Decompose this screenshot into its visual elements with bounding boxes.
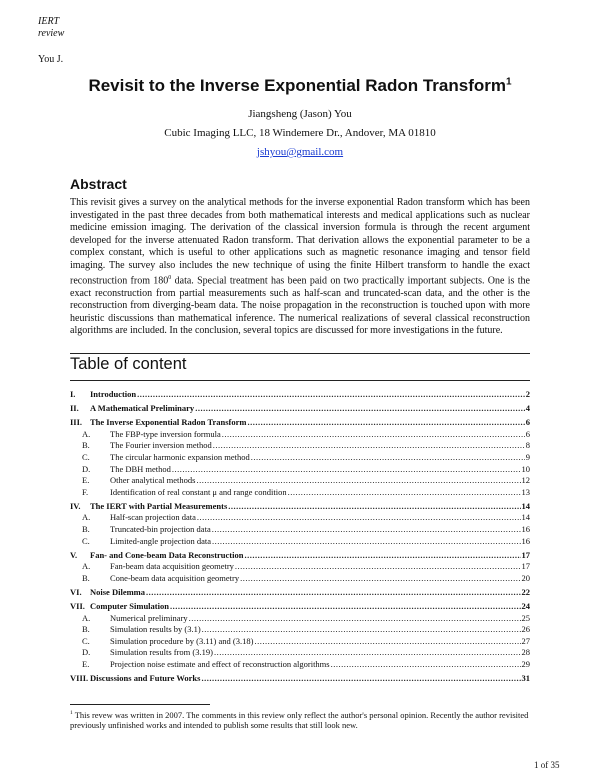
toc-entry-label: Identification of real constant μ and range condition (110, 486, 287, 497)
toc-leader-dots (247, 417, 524, 429)
toc-leader-dots (254, 636, 520, 648)
author-name: Jiangsheng (Jason) You (248, 108, 352, 120)
toc-entry-label: Computer Simulation (90, 601, 169, 612)
toc-entry-page: 17 (521, 561, 530, 572)
toc-entry-label: Truncated-bin projection data (110, 524, 211, 535)
toc-entry[interactable] (70, 440, 530, 452)
title-text: Revisit to the Inverse Exponential Radon Transform (88, 76, 506, 95)
toc-leader-dots (170, 601, 521, 613)
toc-entry-page: 9 (525, 451, 530, 462)
toc-leader-dots (212, 524, 521, 536)
toc-entry[interactable] (70, 417, 530, 429)
toc-leader-dots (251, 452, 525, 464)
toc-entry-number: VII. (70, 601, 85, 612)
toc-entry[interactable] (70, 673, 530, 685)
toc-heading: Table of content (70, 355, 187, 373)
toc-entry[interactable] (70, 659, 530, 671)
toc-entry-page: 14 (521, 512, 530, 523)
toc-entry-label: Noise Dilemma (90, 587, 146, 597)
toc-entry-label: Fan- and Cone-beam Data Reconstruction (90, 549, 244, 560)
toc-entry-number: A. (82, 512, 91, 523)
toc-entry-number: C. (82, 635, 90, 646)
toc-entry-number: II. (70, 403, 79, 414)
toc-entry[interactable] (70, 487, 530, 499)
toc-entry-number: VI. (70, 587, 82, 597)
toc-entry[interactable] (70, 647, 530, 659)
toc-entry-label: Half-scan projection data (110, 512, 196, 523)
toc-leader-dots (244, 550, 520, 562)
toc-bottom-rule (70, 380, 530, 381)
toc-entry-page: 16 (521, 524, 530, 535)
toc-entry[interactable] (70, 561, 530, 573)
journal-subtitle: review (38, 28, 65, 39)
toc-entry-label: Introduction (90, 389, 137, 399)
toc-entry-label: The Fourier inversion method (110, 440, 212, 451)
toc-leader-dots (196, 475, 520, 487)
toc-entry-page: 2 (525, 389, 530, 399)
toc-entry[interactable] (70, 403, 530, 415)
degree-superscript: 0 (168, 275, 172, 281)
toc-entry-number: B. (82, 440, 90, 451)
toc-entry-label: Other analytical methods (110, 475, 196, 486)
toc-entry-label: The IERT with Partial Measurements (90, 500, 228, 511)
toc-entry-label: Simulation procedure by (3.11) and (3.18) (110, 635, 254, 646)
journal-name: IERT (38, 16, 60, 27)
toc-entry-number: A. (82, 612, 91, 623)
paper-title (0, 76, 600, 96)
toc-entry[interactable] (70, 624, 530, 636)
toc-entry-page: 28 (521, 647, 530, 658)
toc-entry[interactable] (70, 429, 530, 441)
journal-header (38, 16, 64, 40)
toc-leader-dots (228, 501, 520, 513)
toc-entry-page: 12 (521, 475, 530, 486)
abstract-body (70, 197, 530, 338)
toc-entry-page: 8 (525, 440, 530, 451)
toc-entry[interactable] (70, 613, 530, 625)
toc-entry[interactable] (70, 587, 530, 599)
toc-entry-label: Projection noise estimate and effect of reconstruction algorithms (110, 659, 330, 670)
toc-entry-number: E. (82, 475, 90, 486)
toc-entry[interactable] (70, 524, 530, 536)
toc-entry[interactable] (70, 475, 530, 487)
toc-entry-page: 4 (525, 403, 530, 414)
toc-entry-page: 6 (525, 428, 530, 439)
toc-entry-label: Discussions and Future Works (90, 673, 201, 684)
toc-entry-number: D. (82, 647, 91, 658)
toc-entry-number: A. (82, 428, 91, 439)
toc-entry-number: V. (70, 549, 78, 560)
abstract-text-part2: data. Special treatment has been paid on two practically important subjects. One is the exact reconstruction from partial measurements such as half-scan and truncated-scan data, and the other is the reconstruction from diverging-beam data. The noise propagation in the reconstruction is touched upon with more heuristic discussions than mathematical inference. The numerical realizations of several classical reconstruction algorithms are included. In the conclusion, several topics are discussed for more investigations in the future. (70, 275, 530, 337)
toc-leader-dots (172, 464, 521, 476)
toc-entry[interactable] (70, 464, 530, 476)
toc-entry-number: D. (82, 463, 91, 474)
toc-leader-dots (240, 573, 520, 585)
toc-entry-label: The Inverse Exponential Radon Transform (90, 417, 247, 428)
toc-leader-dots (197, 512, 521, 524)
toc-entry-label: The circular harmonic expansion method (110, 451, 250, 462)
toc-leader-dots (202, 624, 521, 636)
page-number: 1 of 35 (534, 760, 560, 770)
toc-entry-page: 14 (521, 500, 530, 511)
abstract-text-part1: This revisit gives a survey on the analytical methods for the inverse exponential Radon transform which has been investigated in the past three decades from both mathematical interests and medical applications such as nuclear medicine emission imaging. The derivation of the classical inversion formula is through the recent argument developed for the inverse attenuated Radon transform. That derivation allows the exponential parameter to be a complex constant, which is useful to other applications such as magnetic resonance imaging and tensor field imaging. The survey also includes the new technique of using the finite Hilbert transform to handle the exact reconstruction from 180 (70, 197, 530, 287)
toc-leader-dots (288, 487, 521, 499)
footnote-mark: 1 (70, 710, 73, 716)
toc-entry[interactable] (70, 550, 530, 562)
table-of-contents (70, 389, 530, 685)
toc-leader-dots (201, 673, 520, 685)
toc-leader-dots (331, 659, 521, 671)
toc-leader-dots (195, 403, 525, 415)
toc-entry-page: 24 (521, 601, 530, 612)
toc-leader-dots (212, 536, 520, 548)
toc-entry-label: Simulation results by (3.1) (110, 624, 201, 635)
toc-entry-page: 25 (521, 612, 530, 623)
toc-entry-label: Cone-beam data acquisition geometry (110, 572, 240, 583)
footnote-text: This revew was written in 2007. The comments in this review only reflect the author's personal opinion. Recently the author revisited previously unfinished works and intended to publish some results that still look new. (70, 709, 529, 731)
abstract-heading: Abstract (70, 176, 127, 192)
toc-entry-page: 29 (521, 659, 530, 670)
toc-leader-dots (214, 647, 521, 659)
toc-entry[interactable] (70, 501, 530, 513)
toc-entry-label: Limited-angle projection data (110, 535, 212, 546)
toc-entry[interactable] (70, 636, 530, 648)
toc-entry[interactable] (70, 512, 530, 524)
toc-entry-page: 13 (521, 486, 530, 497)
toc-entry-number: E. (82, 659, 90, 670)
author-affiliation: Cubic Imaging LLC, 18 Windemere Dr., Andover, MA 01810 (164, 127, 436, 139)
toc-entry-number: C. (82, 451, 90, 462)
toc-leader-dots (213, 440, 525, 452)
toc-entry-number: IV. (70, 500, 81, 511)
toc-entry-number: A. (82, 561, 91, 572)
running-author: You J. (38, 54, 64, 65)
author-email-line (0, 146, 600, 158)
toc-entry-label: The FBP-type inversion formula (110, 428, 221, 439)
toc-entry-page: 20 (521, 572, 530, 583)
toc-entry-number: B. (82, 524, 90, 535)
toc-entry-page: 31 (521, 673, 530, 684)
toc-leader-dots (146, 587, 520, 599)
toc-entry[interactable] (70, 536, 530, 548)
footnote-rule (70, 704, 210, 705)
toc-entry-page: 26 (521, 624, 530, 635)
toc-entry-number: C. (82, 535, 90, 546)
toc-entry-label: Simulation results from (3.19) (110, 647, 213, 658)
toc-top-rule (70, 353, 530, 354)
toc-entry[interactable] (70, 452, 530, 464)
toc-leader-dots (137, 389, 525, 401)
toc-entry-label: The DBH method (110, 463, 171, 474)
footnote (70, 708, 530, 731)
toc-entry-number: B. (82, 624, 90, 635)
toc-leader-dots (235, 561, 521, 573)
toc-entry-label: A Mathematical Preliminary (90, 403, 195, 414)
toc-entry-page: 27 (521, 635, 530, 646)
toc-entry-number: VIII. (70, 673, 89, 684)
toc-leader-dots (189, 613, 521, 625)
toc-entry-label: Fan-beam data acquisition geometry (110, 561, 234, 572)
toc-entry[interactable] (70, 601, 530, 613)
toc-entry-number: F. (82, 486, 89, 497)
toc-entry-number: I. (70, 389, 76, 399)
toc-entry-number: B. (82, 572, 90, 583)
toc-entry-page: 17 (521, 549, 530, 560)
toc-entry-page: 6 (525, 417, 530, 428)
toc-entry-page: 10 (521, 463, 530, 474)
toc-entry-number: III. (70, 417, 83, 428)
toc-entry-label: Numerical preliminary (110, 612, 188, 623)
toc-leader-dots (222, 429, 525, 441)
title-footnote-mark[interactable]: 1 (505, 76, 512, 88)
toc-entry[interactable] (70, 573, 530, 585)
toc-entry-page: 16 (521, 535, 530, 546)
toc-entry[interactable] (70, 389, 530, 401)
author-email-link[interactable]: jshyou@gmail.com (256, 146, 344, 158)
toc-entry-page: 22 (521, 587, 530, 597)
